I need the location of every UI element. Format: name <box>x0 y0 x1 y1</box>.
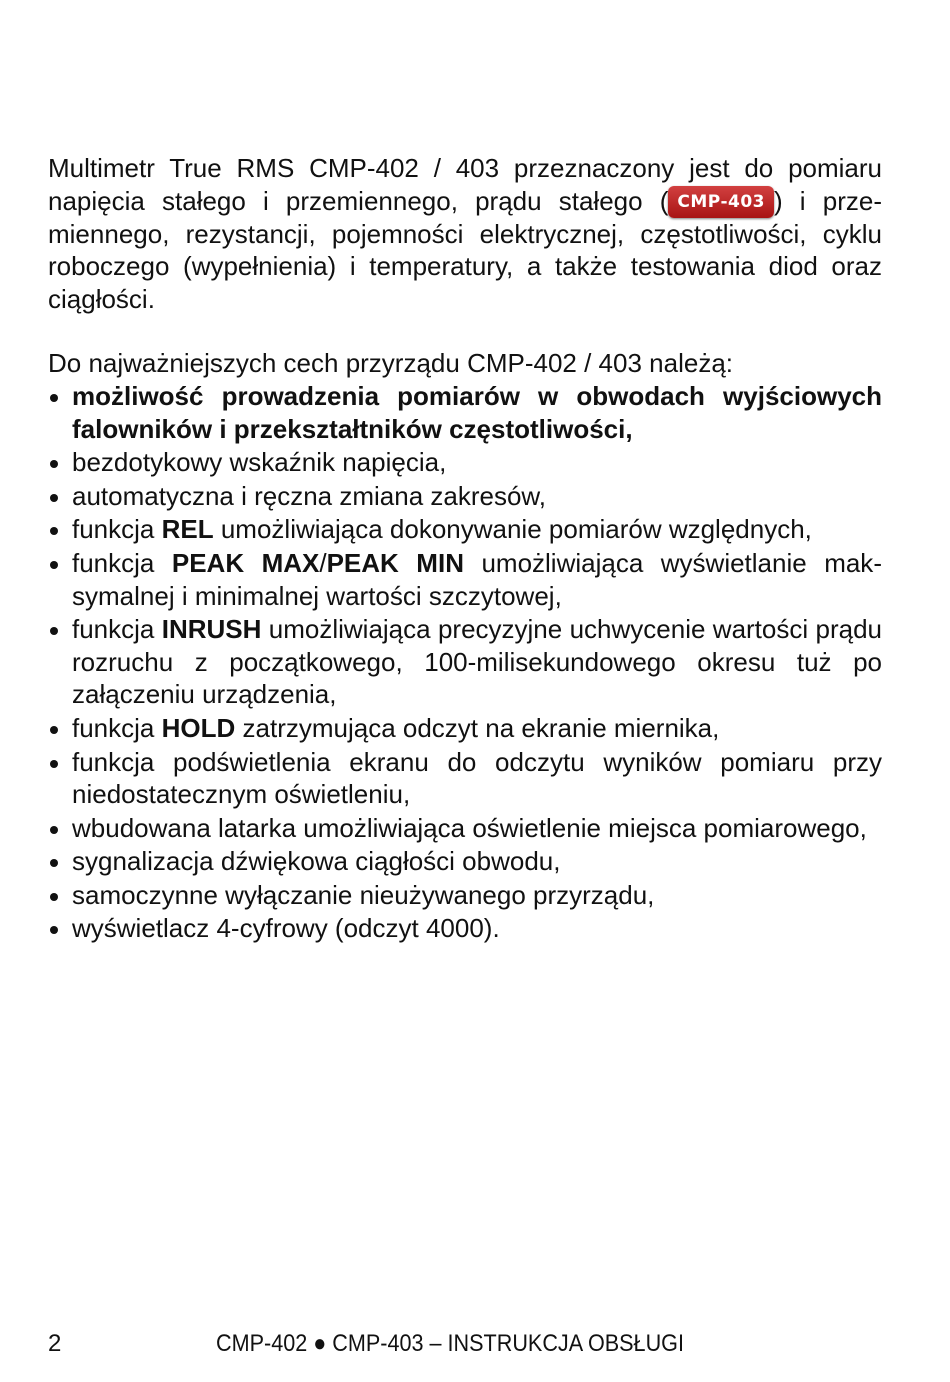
list-item: bezdotykowy wskaźnik napięcia, <box>48 446 882 479</box>
function-name-inrush: INRUSH <box>161 614 262 645</box>
intro-text-part2: ) i przemiennego, rezystancji, pojemności elektrycznej, częstotliwości, cyklu roboczego (wypełnienia) i temperatury, a także testowania diod oraz ciągłości. <box>48 185 882 314</box>
bullet-icon <box>50 561 58 569</box>
bullet-icon <box>50 394 58 402</box>
bullet-icon <box>50 926 58 934</box>
footer-title: CMP-402 ● CMP-403 – INSTRUKCJA OBSŁUGI <box>216 1330 684 1357</box>
list-item: możliwość prowadzenia pomiarów w obwodach wyjściowych falowników i przekształtników częstotliwości, <box>48 380 882 445</box>
function-name-rel: REL <box>161 514 214 545</box>
function-name-hold: HOLD <box>161 712 236 743</box>
list-item: samoczynne wyłączanie nieużywanego przyrządu, <box>48 879 882 912</box>
page-footer <box>48 1330 882 1362</box>
intro-paragraph <box>48 152 882 315</box>
function-name-peak-min: PEAK MIN <box>326 547 464 578</box>
bullet-icon <box>50 726 58 734</box>
page-content <box>48 152 882 946</box>
list-item: funkcja REL umożliwiająca dokonywanie pomiarów względnych, <box>48 513 882 546</box>
bullet-icon <box>50 460 58 468</box>
bullet-icon <box>50 627 58 635</box>
bullet-icon <box>50 494 58 502</box>
bullet-icon <box>50 893 58 901</box>
bullet-icon <box>50 527 58 535</box>
bullet-icon <box>50 826 58 834</box>
intro-text-part1: Multimetr True RMS CMP-402 / 403 przeznaczony jest do pomiaru napięcia stałego i przemiennego, prądu stałego ( <box>48 153 882 216</box>
list-item: sygnalizacja dźwiękowa ciągłości obwodu, <box>48 845 882 878</box>
bullet-icon <box>50 760 58 768</box>
list-item: wyświetlacz 4-cyfrowy (odczyt 4000). <box>48 912 882 945</box>
page-number: 2 <box>48 1330 62 1357</box>
list-item: funkcja INRUSH umożliwiająca precyzyjne uchwycenie wartości prądu rozruchu z początkowego, 100-milisekundowego okresu tuż po załączeniu urządzenia, <box>48 613 882 711</box>
list-item: automatyczna i ręczna zmiana zakresów, <box>48 480 882 513</box>
list-item: funkcja podświetlenia ekranu do odczytu wyników pomiaru przy niedostatecznym oświetleniu, <box>48 746 882 811</box>
list-item: funkcja HOLD zatrzymująca odczyt na ekranie miernika, <box>48 712 882 745</box>
features-heading: Do najważniejszych cech przyrządu CMP-402 / 403 należą: <box>48 348 734 379</box>
cmp-403-badge: CMP-403 <box>668 186 774 218</box>
list-item: wbudowana latarka umożliwiająca oświetlenie miejsca pomiarowego, <box>48 812 882 845</box>
bullet-icon <box>50 859 58 867</box>
function-name-peak-max: PEAK MAX <box>171 547 320 578</box>
list-item: funkcja PEAK MAX/PEAK MIN umożliwiająca wyświetlanie maksymalnej i minimalnej wartości szczytowej, <box>48 547 882 612</box>
features-list <box>48 380 882 945</box>
